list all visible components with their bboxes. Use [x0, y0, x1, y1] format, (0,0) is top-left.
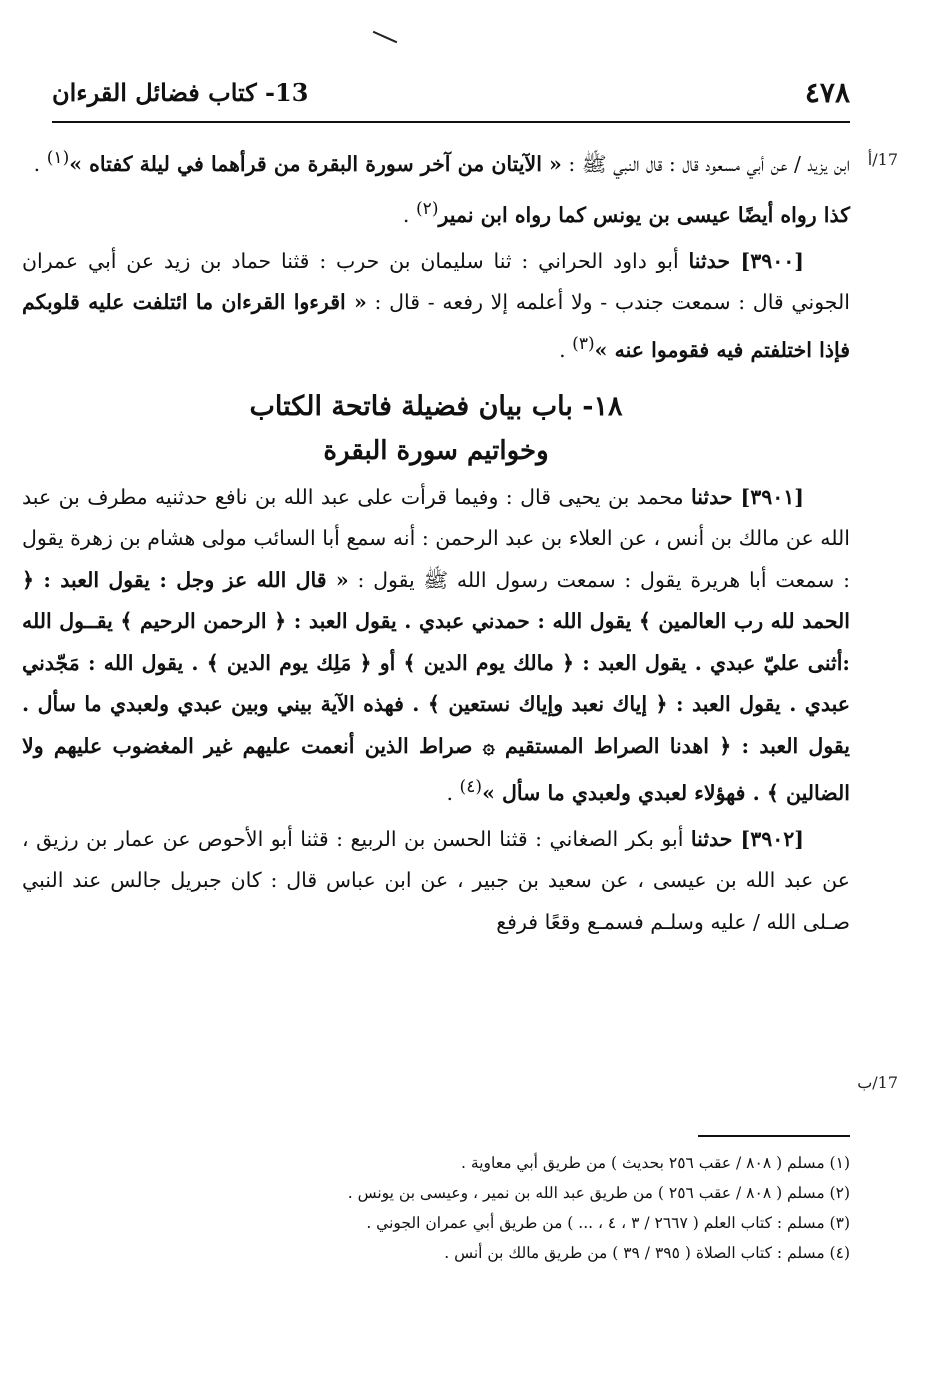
main-text	[22, 138, 850, 943]
scan-mark	[373, 31, 398, 43]
page-header	[52, 72, 850, 112]
header-rule	[52, 121, 850, 123]
footnote-ref: (٤)	[459, 777, 483, 798]
page-number: ٤٧٨	[804, 75, 850, 109]
paragraph-continuation	[22, 138, 850, 185]
chapter-title: 13- كتاب فضائل القرءان	[52, 77, 309, 107]
punctuation: .	[446, 781, 460, 806]
hadith-lead: حدثنا	[690, 826, 741, 851]
chapter-heading: ١٨- باب بيان فضيلة فاتحة الكتاب	[249, 390, 623, 422]
hadith-lead: حدثنا	[688, 248, 741, 273]
footnote-1: (١) مسلم ( ٨٠٨ / عقب ٢٥٦ بحديث ) من طريق أبي معاوية .	[461, 1154, 850, 1172]
punctuation: .	[33, 151, 47, 176]
hadith-number: [٣٩٠٠]	[740, 248, 804, 273]
footnote-ref: (٣)	[572, 333, 595, 354]
punctuation: .	[402, 203, 416, 228]
footnotes	[150, 1148, 850, 1268]
narration-text: ابن يزيد / عن أبي مسعود قال : قال النبي ﷺ :	[561, 151, 850, 176]
hadith-3900	[22, 241, 850, 371]
margin-note-folio-b: 17/ب	[857, 1073, 898, 1092]
hadith-3901	[22, 477, 850, 815]
footnote-rule	[698, 1135, 850, 1137]
note-text: كذا رواه أيضًا عيسى بن يونس كما رواه ابن نمير	[438, 203, 850, 228]
hadith-matn: « الآيتان من آخر سورة البقرة من قرأهما في ليلة كفتاه »	[69, 151, 562, 176]
isnad-text: أبو داود الحراني : ثنا سليمان بن حرب : قثنا حماد بن زيد عن أبي عمران الجوني قال : سمعت جندب - ولا أعلمه إلا رفعه - قال :	[22, 248, 850, 315]
footnote-ref: (١)	[46, 148, 70, 168]
paragraph-note	[22, 189, 850, 236]
margin-note-folio-a: 17/أ	[867, 150, 898, 169]
hadith-number: [٣٩٠٢]	[740, 826, 804, 851]
footnote-4: (٤) مسلم : كتاب الصلاة ( ٣٩٥ / ٣٩ ) من طريق مالك بن أنس .	[444, 1244, 850, 1262]
chapter-subheading: وخواتيم سورة البقرة	[323, 435, 549, 466]
hadith-matn: « قال الله عز وجل : يقول العبد : ﴿ الحمد لله رب العالمين ﴾ يقول الله : حمدني عبدي . يقول العبد : ﴿ الرحمن الرحيم ﴾ يقــول الله :أثنى عليّ عبدي . يقول العبد : ﴿ مالك يوم الدين ﴾ أو ﴿ مَلِك يوم الدين ﴾ . يقول الله : مَجّدني عبدي . يقول العبد : ﴿ إياك نعبد وإياك نستعين ﴾ . فهذه الآية بيني وبين عبدي ولعبدي ما سأل . يقول العبد : ﴿ اهدنا الصراط المستقيم ۞ صراط الذين أنعمت عليهم غير المغضوب عليهم ولا الضالين ﴾ . فهؤلاء لعبدي ولعبدي ما سأل »	[22, 567, 850, 806]
punctuation: .	[559, 337, 573, 362]
hadith-lead: حدثنا	[690, 484, 741, 509]
isnad-text: محمد بن يحيى قال : وفيما قرأت على عبد الله بن نافع حدثنيه مطرف بن عبد الله عن مالك بن أنس ، عن العلاء بن عبد الرحمن : أنه سمع أبا السائب مولى هشام بن زهرة يقول : سمعت أبا هريرة يقول : سمعت رسول الله ﷺ يقول :	[22, 484, 850, 592]
footnote-ref: (٢)	[415, 199, 439, 220]
hadith-number: [٣٩٠١]	[740, 484, 804, 509]
footnote-3: (٣) مسلم : كتاب العلم ( ٢٦٦٧ / ٣ ، ٤ ، ... ) من طريق أبي عمران الجوني .	[366, 1214, 850, 1232]
footnote-2: (٢) مسلم ( ٨٠٨ / عقب ٢٥٦ ) من طريق عبد الله بن نمير ، وعيسى بن يونس .	[347, 1184, 850, 1202]
hadith-matn: « اقرءوا القرءان ما ائتلفت عليه قلوبكم فإذا اختلفتم فيه فقوموا عنه »	[22, 290, 850, 362]
hadith-3902	[22, 819, 850, 944]
isnad-text: أبو بكر الصغاني : قثنا الحسن بن الربيع : قثنا أبو الأحوص عن عمار بن رزيق ، عن عبد الله بن عيسى ، عن سعيد بن جبير ، عن ابن عباس قال : كان جبريل جالس عند النبي صـلى الله / عليه وسلـم فسمـع وقعًا فرفع	[22, 826, 850, 934]
